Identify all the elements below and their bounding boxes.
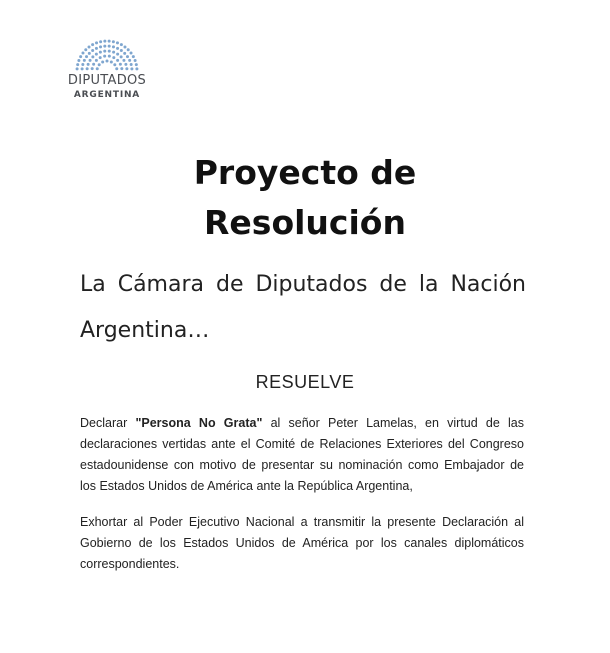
- hemicycle-seat-dot: [81, 52, 84, 55]
- hemicycle-seat-dot: [89, 59, 92, 62]
- hemicycle-seat-dot: [112, 45, 115, 48]
- hemicycle-seat-dot: [95, 47, 98, 50]
- hemicycle-seat-dot: [130, 67, 133, 70]
- document-title: [0, 148, 610, 248]
- hemicycle-seat-dot: [99, 56, 102, 59]
- hemicycle-seat-dot: [85, 55, 88, 58]
- hemicycle-seat-dot: [103, 55, 106, 58]
- hemicycle-seat-dot: [103, 45, 106, 48]
- hemicycle-seat-dot: [122, 59, 125, 62]
- hemicycle-seat-dot: [91, 67, 94, 70]
- hemicycle-seat-dot: [126, 55, 129, 58]
- hemicycle-seat-dot: [130, 63, 133, 66]
- hemicycle-seat-dot: [95, 53, 98, 56]
- hemicycle-seat-dot: [106, 60, 109, 63]
- hemicycle-seat-dot: [98, 63, 101, 66]
- logo-subtitle: ARGENTINA: [73, 90, 141, 100]
- title-line-1: Proyecto de: [193, 153, 417, 192]
- hemicycle-seat-dot: [113, 63, 116, 66]
- hemicycle-seat-dot: [96, 67, 99, 70]
- hemicycle-seat-dot: [116, 59, 119, 62]
- hemicycle-seat-dot: [99, 51, 102, 54]
- logo-title: DIPUTADOS: [67, 73, 147, 88]
- hemicycle-seat-dot: [116, 41, 119, 44]
- hemicycle-seat-dot: [108, 40, 111, 43]
- title-line-2: Resolución: [204, 203, 406, 242]
- hemicycle-seat-dot: [88, 45, 91, 48]
- hemicycle-seat-dot: [119, 63, 122, 66]
- hemicycle-seat-dot: [81, 67, 84, 70]
- hemicycle-seat-dot: [76, 67, 79, 70]
- resolution-paragraph-1: [80, 413, 524, 497]
- hemicycle-seat-dot: [95, 59, 98, 62]
- hemicycle-seat-dot: [103, 40, 106, 43]
- hemicycle-seat-dot: [125, 67, 128, 70]
- hemicycle-seat-dot: [108, 50, 111, 53]
- hemicycle-seat-dot: [120, 55, 123, 58]
- hemicycle-seat-dot: [120, 43, 123, 46]
- hemicycle-seat-dot: [108, 55, 111, 58]
- paragraph-1-rest: al señor Peter Lamelas, en virtud de las declaraciones vertidas ante el Comité de Relaciones Exteriores del Congreso estadounidense con motivo de presentar su nominación como Embajador de los Estados Unidos de América ante la República Argentina,: [80, 416, 524, 493]
- hemicycle-seat-dot: [112, 40, 115, 43]
- hemicycle-seat-dot: [91, 43, 94, 46]
- hemicycle-seat-dot: [120, 67, 123, 70]
- paragraph-1-prefix: Declarar: [80, 416, 136, 430]
- hemicycle-icon: [72, 38, 142, 72]
- chamber-heading: La Cámara de Diputados de la Nación Argentina…: [80, 272, 526, 343]
- hemicycle-seat-dot: [92, 63, 95, 66]
- hemicycle-seat-dot: [110, 60, 113, 63]
- hemicycle-seat-dot: [135, 63, 138, 66]
- hemicycle-seat-dot: [91, 55, 94, 58]
- hemicycle-seat-dot: [134, 59, 137, 62]
- hemicycle-seat-dot: [101, 60, 104, 63]
- hemicycle-seat-dot: [87, 63, 90, 66]
- hemicycle-seat-dot: [112, 51, 115, 54]
- hemicycle-seat-dot: [123, 52, 126, 55]
- hemicycle-seat-dot: [81, 63, 84, 66]
- hemicycle-seat-dot: [135, 67, 138, 70]
- persona-no-grata-text: "Persona No Grata": [135, 416, 263, 430]
- resolution-paragraph-2: Exhortar al Poder Ejecutivo Nacional a transmitir la presente Declaración al Gobierno de los Estados Unidos de América por los canales diplomáticos correspondientes.: [80, 515, 524, 571]
- hemicycle-seat-dot: [127, 48, 130, 51]
- hemicycle-seat-dot: [76, 63, 79, 66]
- hemicycle-seat-dot: [95, 41, 98, 44]
- hemicycle-seat-dot: [84, 48, 87, 51]
- hemicycle-seat-dot: [88, 52, 91, 55]
- hemicycle-seat-dot: [79, 55, 82, 58]
- hemicycle-seat-dot: [120, 49, 123, 52]
- hemicycle-seat-dot: [128, 59, 131, 62]
- hemicycle-seat-dot: [86, 67, 89, 70]
- hemicycle-seat-dot: [108, 45, 111, 48]
- hemicycle-seat-dot: [91, 49, 94, 52]
- hemicycle-seat-dot: [77, 59, 80, 62]
- hemicycle-seat-dot: [115, 67, 118, 70]
- diputados-logo: [62, 38, 152, 108]
- hemicycle-seat-dot: [103, 50, 106, 53]
- hemicycle-seat-dot: [83, 59, 86, 62]
- hemicycle-seat-dot: [130, 52, 133, 55]
- hemicycle-seat-dot: [112, 56, 115, 59]
- hemicycle-seat-dot: [116, 53, 119, 56]
- hemicycle-seat-dot: [116, 47, 119, 50]
- hemicycle-seat-dot: [99, 45, 102, 48]
- hemicycle-seat-dot: [99, 40, 102, 43]
- hemicycle-seat-dot: [123, 45, 126, 48]
- hemicycle-seat-dot: [124, 63, 127, 66]
- resuelve-heading: RESUELVE: [255, 372, 355, 392]
- hemicycle-seat-dot: [132, 55, 135, 58]
